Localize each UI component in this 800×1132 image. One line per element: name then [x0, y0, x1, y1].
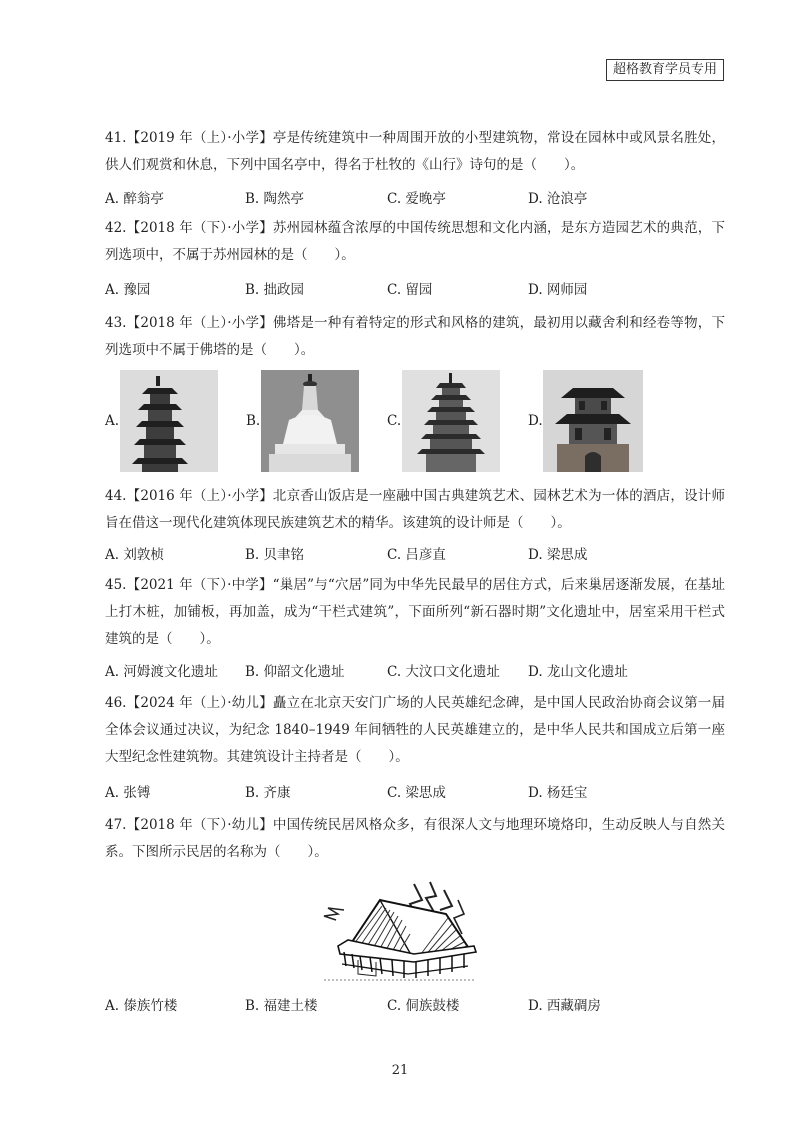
question-47-options	[105, 994, 725, 1018]
option-b[interactable]: B. 福建土楼	[245, 998, 318, 1014]
header-stamp: 超格教育学员专用	[606, 59, 724, 81]
option-b-label: B.	[246, 413, 261, 429]
option-d[interactable]: D. 西藏碉房	[528, 998, 601, 1014]
option-c[interactable]: C. 大汶口文化遗址	[387, 664, 500, 680]
option-a[interactable]: A. 醉翁亭	[105, 191, 164, 207]
pagoda-photo-a	[120, 370, 218, 472]
option-c[interactable]: C. 侗族鼓楼	[387, 998, 460, 1014]
option-d-label: D.	[528, 413, 543, 429]
tower-photo-d	[543, 370, 643, 472]
option-d[interactable]: D. 杨廷宝	[528, 785, 588, 801]
option-b[interactable]: B. 齐康	[245, 785, 291, 801]
dwelling-illustration	[318, 876, 480, 988]
option-d[interactable]: D. 网师园	[528, 282, 588, 298]
option-a-label: A.	[105, 413, 120, 429]
option-b[interactable]: B. 贝聿铭	[245, 547, 305, 563]
option-c-label: C.	[387, 413, 402, 429]
option-d[interactable]: D. 梁思成	[528, 547, 588, 563]
stupa-photo-b	[261, 370, 359, 472]
question-41-options	[105, 187, 725, 211]
option-a[interactable]: A. 刘敦桢	[105, 547, 164, 563]
option-b[interactable]: B. 仰韶文化遗址	[245, 664, 345, 680]
question-46-stem: 46.【2024 年（上）·幼儿】矗立在北京天安门广场的人民英雄纪念碑，是中国人民政治协商会议第一届全体会议通过决议，为纪念 1840–1949 年间牺牲的人民英雄建立的，是中华人民共和国成立后第一座大型纪念性建筑物。其建筑设计主持者是（ ）。	[105, 695, 725, 765]
option-c[interactable]: C. 吕彦直	[387, 547, 446, 563]
question-45-options	[105, 660, 725, 684]
question-42-options	[105, 278, 725, 302]
pagoda-photo-c	[402, 370, 500, 472]
option-a[interactable]: A. 河姆渡文化遗址	[105, 664, 218, 680]
question-46-options	[105, 781, 725, 805]
question-44-stem: 44.【2016 年（上）·小学】北京香山饭店是一座融中国古典建筑艺术、园林艺术为一体的酒店，设计师旨在借这一现代化建筑体现民族建筑艺术的精华。该建筑的设计师是（ ）。	[105, 488, 725, 531]
option-c[interactable]: C. 留园	[387, 282, 433, 298]
page-number: 21	[391, 1063, 409, 1078]
question-44-options	[105, 543, 725, 567]
option-d[interactable]: D. 沧浪亭	[528, 191, 588, 207]
option-a[interactable]: A. 豫园	[105, 282, 151, 298]
option-c[interactable]: C. 爱晚亭	[387, 191, 446, 207]
question-45-stem: 45.【2021 年（下）·中学】“巢居”与“穴居”同为中华先民最早的居住方式，后来巢居逐渐发展，在基址上打木桩，加铺板，再加盖，成为“干栏式建筑”，下面所列“新石器时期”文化遗址中，居室采用干栏式建筑的是（ ）。	[105, 577, 725, 647]
question-41-stem: 41.【2019 年（上）·小学】亭是传统建筑中一种周围开放的小型建筑物，常设在园林中或风景名胜处，供人们观赏和休息，下列中国名亭中，得名于杜牧的《山行》诗句的是（ ）。	[105, 130, 725, 173]
option-a[interactable]: A. 张镈	[105, 785, 151, 801]
question-47-stem: 47.【2018 年（下）·幼儿】中国传统民居风格众多，有很深人文与地理环境烙印，生动反映人与自然关系。下图所示民居的名称为（ ）。	[105, 817, 725, 860]
option-c[interactable]: C. 梁思成	[387, 785, 446, 801]
option-d[interactable]: D. 龙山文化遗址	[528, 664, 628, 680]
question-42-stem: 42.【2018 年（下）·小学】苏州园林蕴含浓厚的中国传统思想和文化内涵，是东方造园艺术的典范，下列选项中，不属于苏州园林的是（ ）。	[105, 220, 725, 263]
option-b[interactable]: B. 拙政园	[245, 282, 305, 298]
question-43-stem: 43.【2018 年（上）·小学】佛塔是一种有着特定的形式和风格的建筑，最初用以藏舍利和经卷等物，下列选项中不属于佛塔的是（ ）。	[105, 315, 725, 358]
option-a[interactable]: A. 傣族竹楼	[105, 998, 178, 1014]
option-b[interactable]: B. 陶然亭	[245, 191, 305, 207]
